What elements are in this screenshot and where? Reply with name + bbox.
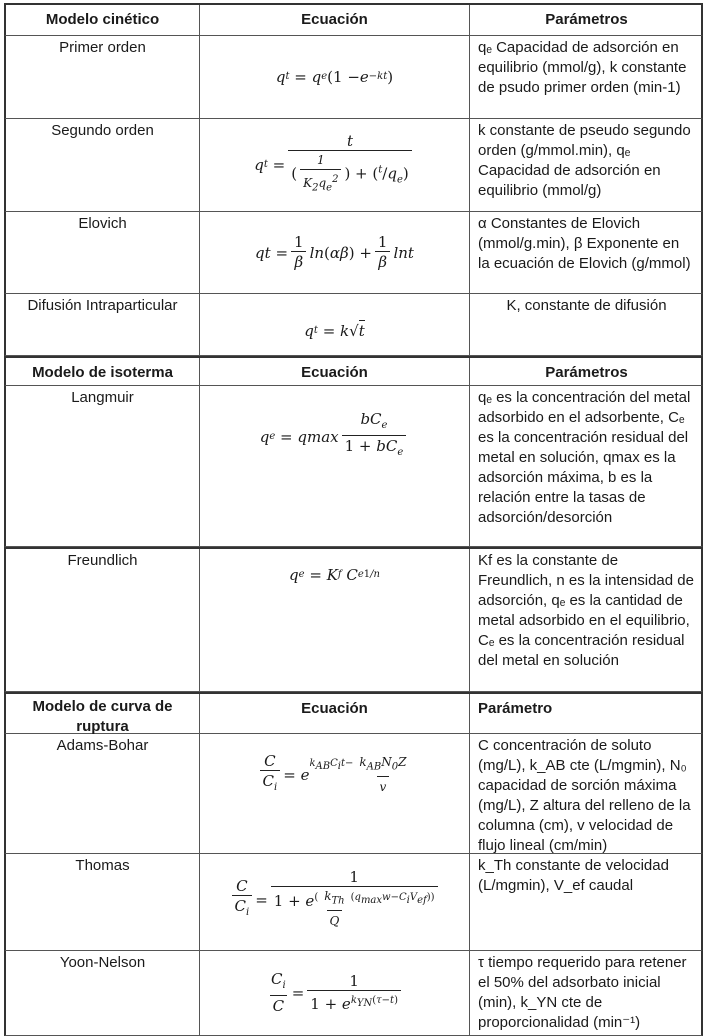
model-name: Langmuir <box>6 386 200 546</box>
params: qₑ es la concentración del metal adsorbido en el adsorbente, Cₑ es la concentración residual del metal en solución, qmax es la adsorción máxima, b es la relación entre la tasas de adsorción/desorción <box>478 389 691 526</box>
breakthrough-header-row <box>4 692 703 734</box>
model-name: Segundo orden <box>6 119 200 211</box>
header-model: Modelo de isoterma <box>6 358 200 385</box>
header-equation: Ecuación <box>200 694 470 733</box>
table-row-freundlich <box>4 547 703 692</box>
params: K, constante de difusión <box>506 297 667 314</box>
model-name: Freundlich <box>6 549 200 691</box>
equation: q e = K f C e 1/n <box>200 549 470 691</box>
model-name: Primer orden <box>6 36 200 118</box>
model-name: Yoon-Nelson <box>6 951 200 1035</box>
header-equation: Ecuación <box>200 5 470 35</box>
equation: q t = t ( $\frac{1}{K_2q_e^2}$ ) + $(^t/q_e)$ <box>200 119 470 211</box>
params: qₑ Capacidad de adsorción en equilibrio (mmol/g), k constante de psudo primer orden (min-1) <box>478 39 687 96</box>
equation: $\frac{C_i}{C}$ = $\frac{1}{1 + e^{k_{YN}(\tau-t)}}$ <box>200 951 470 1035</box>
equation: $\frac{C}{C_i}$ = 1 $1 + e^{( \frac{k_{Th}}{Q} (q_{max}w-C_iV_{ef}))}$ <box>200 854 470 950</box>
params: k constante de pseudo segundo orden (g/mmol.min), qₑ Capacidad de adsorción en equilibrio (mmol/g) <box>478 122 691 199</box>
params: k_Th constante de velocidad (L/mgmin), V_ef caudal <box>478 857 669 894</box>
model-name: Thomas <box>6 854 200 950</box>
model-name: Adams-Bohar <box>6 734 200 853</box>
header-params: Parámetros <box>545 364 628 381</box>
params: α Constantes de Elovich (mmol/g.min), β Exponente en la ecuación de Elovich (g/mmol) <box>478 215 691 272</box>
table-row-yoon-nelson <box>4 951 703 1036</box>
params: Kf es la constante de Freundlich, n es la intensidad de adsorción, qₑ es la cantidad de metal adsorbido en el equilibrio, Cₑ es la concentración residual del metal en solución <box>478 552 694 669</box>
table-row-segundo-orden <box>4 119 703 212</box>
header-equation: Ecuación <box>200 358 470 385</box>
equation: q t = k √ t <box>200 294 470 355</box>
table-row-langmuir <box>4 386 703 547</box>
table-row-difusion <box>4 294 703 356</box>
params: C concentración de soluto (mg/L), k_AB cte (L/mgmin), N₀ capacidad de sorción máxima (mg/L), Z altura del relleno de la columna (cm), v velocidad de flujo lineal (cm/min) <box>478 737 691 854</box>
equation: qt = $\frac{1}{\beta}$ ln ( αβ ) + $\frac{1}{\beta}$ lnt <box>200 212 470 293</box>
table-row-adams-bohar <box>4 734 703 854</box>
equation: q e = qmax $\frac{bC_e}{1 + bC_e}$ <box>200 386 470 546</box>
table-row-primer-orden <box>4 36 703 119</box>
model-name: Elovich <box>6 212 200 293</box>
table-row-elovich <box>4 212 703 294</box>
models-table <box>4 3 703 1036</box>
equation: q t = q e (1 − e −kt ) <box>200 36 470 118</box>
header-params: Parámetro <box>478 700 553 717</box>
equation: $\frac{C}{C_i}$ = e $k_{AB}C_it-$ $\frac{k_{AB}N_0Z}{v}$ <box>200 734 470 853</box>
header-params: Parámetros <box>545 11 628 28</box>
table-row-thomas <box>4 854 703 951</box>
params: τ tiempo requerido para retener el 50% del adsorbato inicial (min), k_YN cte de proporcionalidad (min⁻¹) <box>478 954 687 1031</box>
model-name: Difusión Intraparticular <box>6 294 200 355</box>
kinetic-header-row <box>4 3 703 36</box>
header-model: Modelo cinético <box>6 5 200 35</box>
header-model: Modelo de curva de ruptura <box>6 694 200 733</box>
isotherm-header-row <box>4 356 703 386</box>
